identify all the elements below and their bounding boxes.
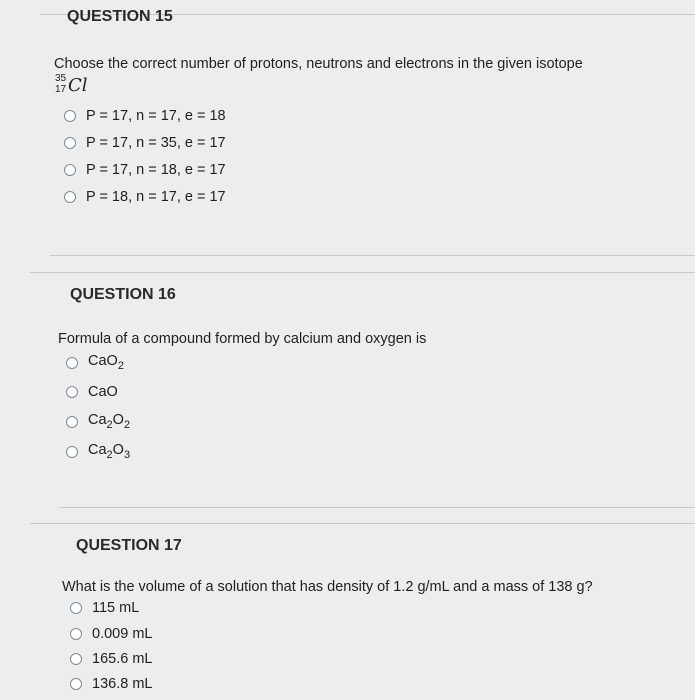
formula-subscript: 3 (123, 449, 131, 461)
formula-part: Ca (88, 442, 107, 458)
q15-option-4[interactable] (64, 189, 226, 205)
option-label: P = 18, n = 17, e = 17 (86, 189, 226, 205)
q16-option-3[interactable] (66, 412, 130, 431)
isotope-atomic-number: 17 (55, 84, 67, 95)
isotope-notation (54, 74, 94, 98)
radio-button[interactable] (70, 628, 82, 640)
radio-button[interactable] (70, 602, 82, 614)
question-16-title: QUESTION 16 (70, 286, 176, 303)
isotope-mass-number: 35 (55, 73, 67, 84)
question-15-title: QUESTION 15 (67, 8, 173, 25)
option-label: 0.009 mL (92, 626, 153, 642)
option-label: 165.6 mL (92, 651, 153, 667)
radio-button[interactable] (70, 678, 82, 690)
radio-button[interactable] (66, 357, 78, 369)
divider (50, 255, 695, 256)
radio-button[interactable] (66, 446, 78, 458)
isotope-symbol: Cl (68, 75, 88, 96)
question-15-prompt: Choose the correct number of protons, neutrons and electrons in the given isotope (54, 56, 583, 72)
radio-button[interactable] (64, 191, 76, 203)
formula-subscript: 2 (106, 449, 113, 461)
q17-option-1[interactable] (70, 600, 139, 616)
radio-button[interactable] (70, 653, 82, 665)
q17-option-3[interactable] (70, 651, 152, 667)
q17-option-4[interactable] (70, 676, 152, 692)
q16-option-2[interactable] (66, 384, 118, 400)
radio-button[interactable] (66, 386, 78, 398)
q16-option-4[interactable] (66, 442, 130, 461)
formula-subscript: 2 (106, 419, 113, 431)
radio-button[interactable] (64, 137, 76, 149)
formula-part: O (112, 412, 124, 428)
option-label (88, 442, 130, 461)
question-17-title: QUESTION 17 (76, 537, 182, 554)
option-label: P = 17, n = 17, e = 18 (86, 108, 226, 124)
q17-option-2[interactable] (70, 626, 152, 642)
divider (30, 272, 695, 273)
radio-button[interactable] (64, 110, 76, 122)
option-label: 115 mL (92, 600, 140, 616)
option-label: P = 17, n = 18, e = 17 (86, 162, 226, 178)
q15-option-3[interactable] (64, 162, 226, 178)
q15-option-2[interactable] (64, 135, 226, 151)
option-label (88, 353, 124, 372)
question-17-prompt: What is the volume of a solution that has density of 1.2 g/mL and a mass of 138 g? (62, 579, 593, 595)
option-label: 136.8 mL (92, 676, 153, 692)
formula-subscript: 2 (117, 360, 124, 372)
option-label: P = 17, n = 35, e = 17 (86, 135, 226, 151)
option-label: CaO (88, 384, 118, 400)
option-label (88, 412, 130, 431)
formula-part: O (112, 442, 124, 458)
divider (30, 523, 695, 524)
divider (60, 507, 695, 508)
radio-button[interactable] (64, 164, 76, 176)
formula-subscript: 2 (123, 419, 131, 431)
radio-button[interactable] (66, 416, 78, 428)
formula-part: Ca (88, 412, 107, 428)
formula-part: CaO (88, 353, 118, 369)
q16-option-1[interactable] (66, 353, 124, 372)
q15-option-1[interactable] (64, 108, 226, 124)
question-16-prompt: Formula of a compound formed by calcium and oxygen is (58, 331, 427, 347)
